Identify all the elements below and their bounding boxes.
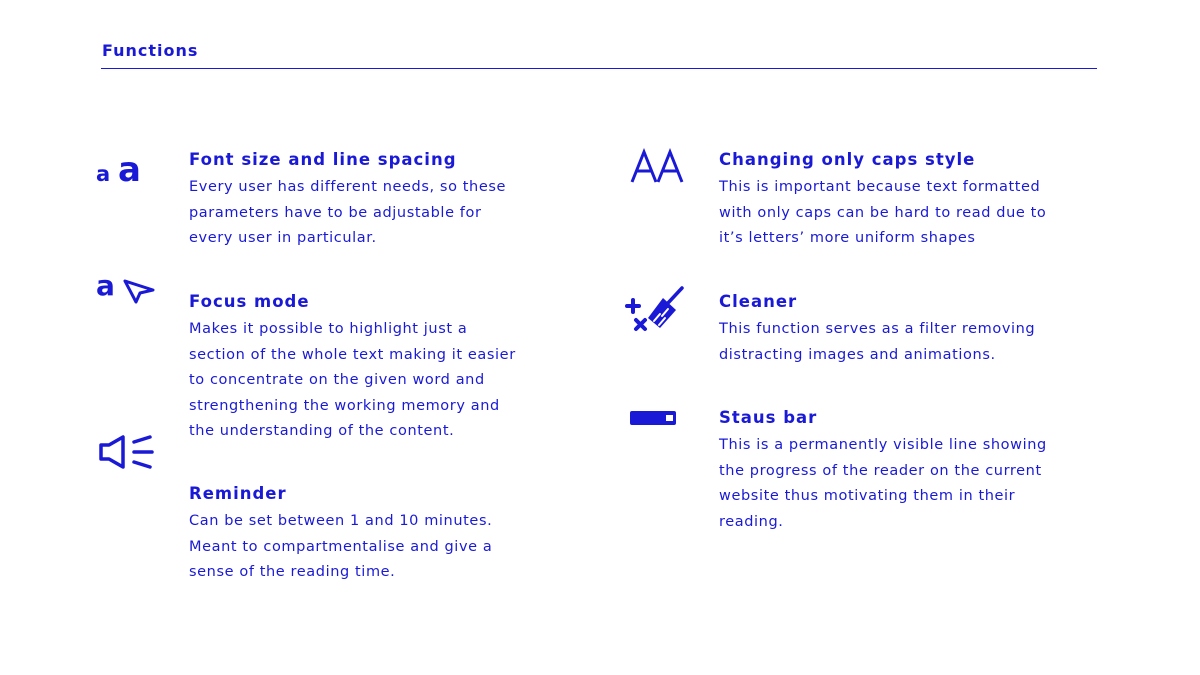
feature-description: Makes it possible to highlight just a section of the whole text making it easier to concentrate on the given word and strengthening the working memory and the understanding of the content. [189, 321, 516, 439]
progress-bar-icon [628, 408, 680, 428]
feature-title: Reminder [189, 484, 287, 503]
svg-text:a: a [96, 162, 111, 184]
feature-description: This function serves as a filter removing distracting images and animations. [719, 321, 1036, 363]
feature-caps-style [719, 149, 1119, 252]
feature-description: This is important because text formatted with only caps can be hard to read due to it’s letters’ more uniform shapes [719, 179, 1047, 246]
feature-status-bar [719, 407, 1119, 535]
speaker-icon [98, 433, 156, 471]
feature-title: Changing only caps style [719, 150, 976, 169]
feature-description: Can be set between 1 and 10 minutes. Meant to compartmentalise and give a sense of the reading time. [189, 513, 493, 580]
feature-description: Every user has different needs, so these parameters have to be adjustable for every user in particular. [189, 179, 507, 246]
svg-text:a: a [96, 269, 115, 302]
feature-focus-mode [189, 291, 589, 445]
focus-cursor-icon [96, 266, 158, 304]
feature-title: Focus mode [189, 292, 310, 311]
feature-reminder [189, 483, 589, 586]
page-title: Functions [102, 41, 199, 60]
feature-description: This is a permanently visible line showing the progress of the reader on the current website thus motivating them in their reading. [719, 437, 1047, 530]
feature-title: Staus bar [719, 408, 818, 427]
feature-font-size [189, 149, 589, 252]
font-size-icon [96, 150, 152, 184]
feature-cleaner [719, 291, 1119, 368]
feature-title: Cleaner [719, 292, 798, 311]
svg-text:a: a [118, 150, 141, 184]
header-divider [101, 68, 1097, 69]
caps-icon [630, 148, 688, 186]
feature-title: Font size and line spacing [189, 150, 457, 169]
broom-icon [624, 284, 688, 336]
